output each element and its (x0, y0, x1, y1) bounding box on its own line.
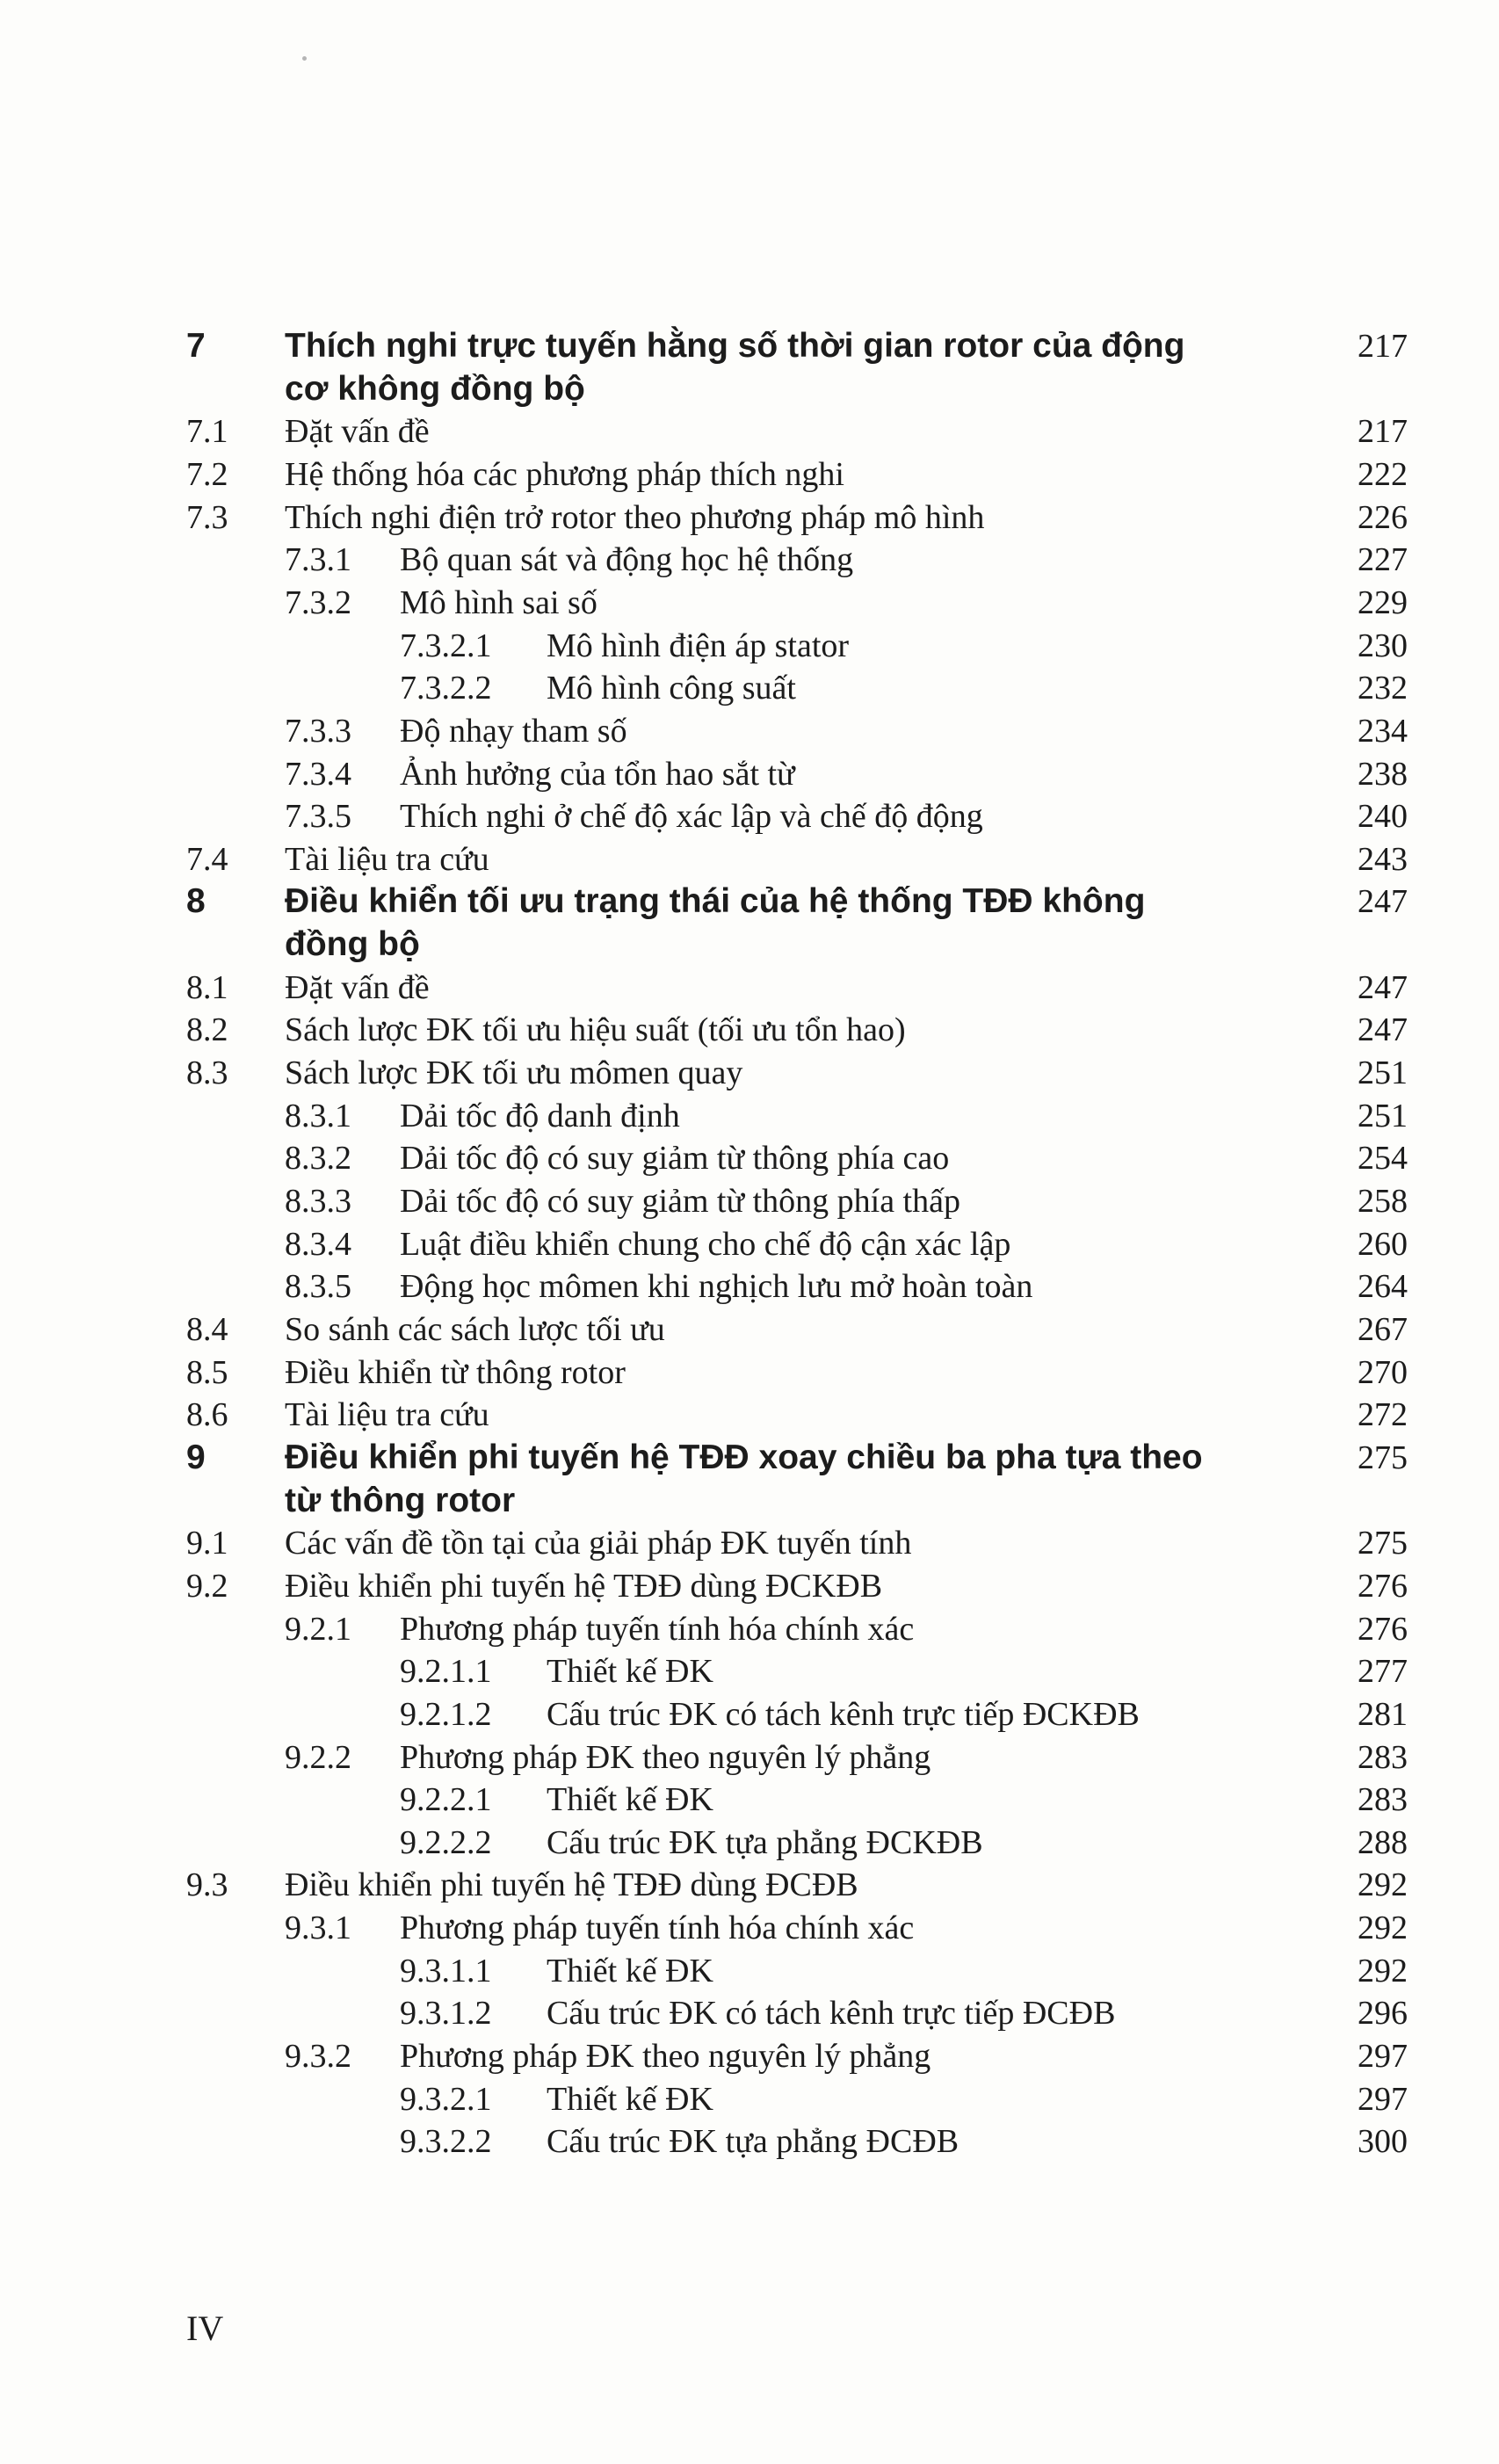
toc-entry-number: 7.3 (186, 498, 228, 536)
toc-entry-title: Cấu trúc ĐK có tách kênh trực tiếp ĐCKĐB (547, 1695, 1140, 1733)
toc-entry-number: 9.3.2.1 (400, 2080, 492, 2118)
toc-entry-page: 300 (1358, 2123, 1408, 2161)
toc-entry-title: đồng bộ (285, 925, 420, 964)
page-number: IV (186, 2308, 224, 2348)
toc-entry-number: 7.2 (186, 456, 228, 493)
toc-entry-title: Độ nhạy tham số (400, 712, 627, 750)
toc-entry-number: 8.1 (186, 968, 228, 1006)
toc-entry-number: 9.3.2 (285, 2038, 351, 2075)
toc-entry-page: 276 (1358, 1567, 1408, 1605)
toc-entry-page: 292 (1358, 1866, 1408, 1904)
toc-entry-title: cơ không đồng bộ (285, 369, 585, 408)
toc-entry-page: 270 (1358, 1353, 1408, 1391)
toc-entry-title: Thích nghi ở chế độ xác lập và chế độ động (400, 798, 983, 836)
toc-entry-title: Thiết kế ĐK (547, 1952, 713, 1989)
toc-entry-title: So sánh các sách lược tối ưu (285, 1311, 665, 1348)
toc-entry-page: 283 (1358, 1781, 1408, 1819)
toc-entry-title: Sách lược ĐK tối ưu mômen quay (285, 1054, 743, 1091)
toc-entry-title: Thiết kế ĐK (547, 1781, 713, 1819)
toc-entry-title: Dải tốc độ danh định (400, 1097, 680, 1134)
toc-entry-number: 8.4 (186, 1311, 228, 1348)
toc-entry-number: 7.3.2.1 (400, 627, 492, 664)
toc-entry-number: 9.2.1.2 (400, 1695, 492, 1733)
toc-entry-title: Luật điều khiển chung cho chế độ cận xác lập (400, 1225, 1011, 1263)
toc-entry-title: Mô hình sai số (400, 583, 597, 621)
toc-entry-number: 7.4 (186, 840, 228, 878)
toc-entry-title: Tài liệu tra cứu (285, 840, 489, 878)
toc-entry-title: Mô hình công suất (547, 670, 796, 707)
toc-entry-number: 8.2 (186, 1011, 228, 1049)
toc-entry-title: Đặt vấn đề (285, 413, 430, 451)
toc-entry-page: 230 (1358, 627, 1408, 664)
toc-entry-page: 227 (1358, 541, 1408, 579)
toc-entry-page: 260 (1358, 1225, 1408, 1263)
toc-entry-title: Tài liệu tra cứu (285, 1396, 489, 1434)
toc-entry-number: 8.6 (186, 1396, 228, 1434)
toc-entry-page: 264 (1358, 1268, 1408, 1306)
toc-entry-number: 9.2.1 (285, 1610, 351, 1648)
toc-entry-title: Mô hình điện áp stator (547, 627, 850, 664)
toc-entry-number: 7 (186, 327, 206, 365)
toc-entry-number: 8.3.4 (285, 1225, 351, 1263)
toc-entry-page: 283 (1358, 1738, 1408, 1776)
toc-entry-title: Ảnh hưởng của tổn hao sắt từ (400, 755, 795, 793)
toc-entry-title: Cấu trúc ĐK tựa phẳng ĐCKĐB (547, 1823, 983, 1861)
toc-entry-title: Phương pháp ĐK theo nguyên lý phẳng (400, 2038, 931, 2075)
toc-entry-title: Điều khiển phi tuyến hệ TĐĐ dùng ĐCĐB (285, 1866, 858, 1904)
toc-entry-number: 9.3.1.1 (400, 1952, 492, 1989)
toc-entry-page: 288 (1358, 1823, 1408, 1861)
toc-entry-page: 247 (1358, 1011, 1408, 1049)
toc-entry-number: 9.3 (186, 1866, 228, 1904)
toc-entry-number: 9.2 (186, 1567, 228, 1605)
toc-entry-page: 296 (1358, 1995, 1408, 2033)
toc-entry-title: Cấu trúc ĐK có tách kênh trực tiếp ĐCĐB (547, 1995, 1116, 2033)
toc-entry-number: 9.2.2.2 (400, 1823, 492, 1861)
toc-entry-page: 277 (1358, 1653, 1408, 1691)
toc-entry-page: 222 (1358, 456, 1408, 493)
toc-entry-number: 9.2.2.1 (400, 1781, 492, 1819)
toc-entry-title: Dải tốc độ có suy giảm từ thông phía thấp (400, 1183, 960, 1220)
toc-entry-page: 247 (1358, 968, 1408, 1006)
toc-entry-page: 275 (1358, 1525, 1408, 1562)
toc-entry-title: Thiết kế ĐK (547, 2080, 713, 2118)
paper-speck (302, 56, 307, 61)
toc-entry-title: Động học mômen khi nghịch lưu mở hoàn toàn (400, 1268, 1033, 1306)
toc-entry-number: 7.3.2 (285, 583, 351, 621)
toc-entry-number: 9.3.1.2 (400, 1995, 492, 2033)
toc-entry-title: Điều khiển phi tuyến hệ TĐĐ dùng ĐCKĐB (285, 1567, 883, 1605)
toc-entry-number: 8.5 (186, 1353, 228, 1391)
toc-entry-number: 9.2.1.1 (400, 1653, 492, 1691)
toc-entry-page: 229 (1358, 583, 1408, 621)
toc-entry-title: Phương pháp tuyến tính hóa chính xác (400, 1910, 915, 1947)
toc-entry-number: 8.3 (186, 1054, 228, 1091)
toc-entry-title: Dải tốc độ có suy giảm từ thông phía cao (400, 1140, 950, 1178)
toc-entry-number: 8.3.1 (285, 1097, 351, 1134)
toc-entry-title: Phương pháp ĐK theo nguyên lý phẳng (400, 1738, 931, 1776)
toc-entry-title: Đặt vấn đề (285, 968, 430, 1006)
toc-entry-title: Các vấn đề tồn tại của giải pháp ĐK tuyến tính (285, 1525, 912, 1562)
toc-entry-title: Thiết kế ĐK (547, 1653, 713, 1691)
toc-entry-title: Thích nghi trực tuyến hằng số thời gian rotor của động (285, 327, 1185, 365)
toc-entry-page: 258 (1358, 1183, 1408, 1220)
toc-entry-page: 254 (1358, 1140, 1408, 1178)
toc-entry-number: 7.3.1 (285, 541, 351, 579)
toc-entry-title: Điều khiển tối ưu trạng thái của hệ thống TĐĐ không (285, 882, 1146, 921)
toc-entry-title: Điều khiển từ thông rotor (285, 1353, 626, 1391)
toc-entry-number: 7.3.4 (285, 755, 351, 793)
toc-entry-title: từ thông rotor (285, 1481, 516, 1519)
toc-entry-page: 243 (1358, 840, 1408, 878)
toc-entry-page: 297 (1358, 2038, 1408, 2075)
toc-entry-page: 240 (1358, 798, 1408, 836)
toc-entry-page: 251 (1358, 1054, 1408, 1091)
toc-entry-number: 9.3.2.2 (400, 2123, 492, 2161)
toc-entry-page: 251 (1358, 1097, 1408, 1134)
toc-entry-number: 7.3.3 (285, 712, 351, 750)
toc-entry-page: 232 (1358, 670, 1408, 707)
toc-entry-title: Điều khiển phi tuyến hệ TĐĐ xoay chiều ba pha tựa theo (285, 1438, 1203, 1476)
toc-entry-page: 238 (1358, 755, 1408, 793)
toc-entry-page: 267 (1358, 1311, 1408, 1348)
toc-entry-number: 8 (186, 882, 206, 921)
toc-entry-number: 8.3.5 (285, 1268, 351, 1306)
toc-entry-page: 217 (1358, 328, 1408, 365)
toc-entry-number: 8.3.2 (285, 1140, 351, 1178)
toc-entry-page: 234 (1358, 712, 1408, 750)
toc-entry-number: 7.3.2.2 (400, 670, 492, 707)
toc-entry-number: 9.3.1 (285, 1910, 351, 1947)
toc-entry-page: 281 (1358, 1695, 1408, 1733)
toc-entry-page: 276 (1358, 1610, 1408, 1648)
toc-entry-page: 217 (1358, 413, 1408, 451)
toc-entry-page: 292 (1358, 1952, 1408, 1989)
toc-entry-number: 9.2.2 (285, 1738, 351, 1776)
toc-entry-title: Hệ thống hóa các phương pháp thích nghi (285, 456, 844, 493)
toc-entry-number: 7.1 (186, 413, 228, 451)
toc-entry-number: 9 (186, 1438, 206, 1476)
toc-entry-page: 297 (1358, 2080, 1408, 2118)
toc-entry-number: 9.1 (186, 1525, 228, 1562)
toc-entry-page: 247 (1358, 883, 1408, 921)
toc-entry-page: 292 (1358, 1910, 1408, 1947)
toc-entry-title: Sách lược ĐK tối ưu hiệu suất (tối ưu tổn hao) (285, 1011, 906, 1049)
toc-entry-number: 7.3.5 (285, 798, 351, 836)
toc-entry-title: Thích nghi điện trở rotor theo phương pháp mô hình (285, 498, 985, 536)
toc-entry-number: 8.3.3 (285, 1183, 351, 1220)
toc-entry-page: 275 (1358, 1439, 1408, 1476)
toc-entry-page: 226 (1358, 498, 1408, 536)
toc-entry-page: 272 (1358, 1396, 1408, 1434)
toc-entry-title: Phương pháp tuyến tính hóa chính xác (400, 1610, 915, 1648)
toc-entry-title: Cấu trúc ĐK tựa phẳng ĐCĐB (547, 2123, 960, 2161)
toc-entry-title: Bộ quan sát và động học hệ thống (400, 541, 854, 579)
